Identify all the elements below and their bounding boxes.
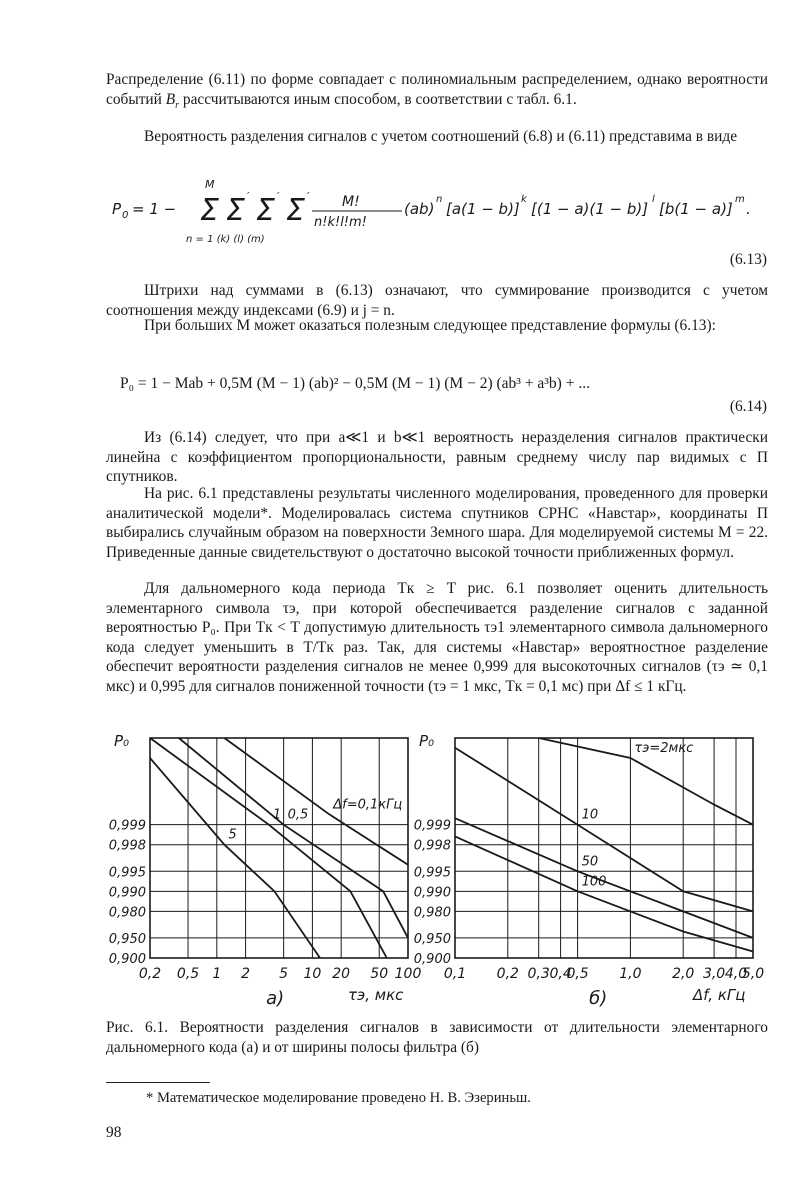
- y-axis-label: P₀: [114, 732, 130, 750]
- equation-6-13-number: (6.13): [729, 251, 767, 268]
- svg-text:Σ: Σ: [226, 193, 245, 228]
- footnote-rule: [106, 1082, 210, 1083]
- x-tick-label: 0,4: [549, 966, 572, 982]
- series-label: 100: [581, 874, 607, 890]
- svg-text:Σ: Σ: [286, 193, 305, 228]
- y-tick-label: 0,995: [108, 865, 146, 881]
- svg-text:l: l: [652, 194, 655, 205]
- x-axis-label: Δf, кГц: [693, 986, 746, 1004]
- paragraph-1: Распределение (6.11) по форме совпадает с полиномиальным распределением, однако вероятности событий $B_r$ рассчитываются иным способом, в соответствии с табл. 6.1.: [106, 71, 768, 111]
- x-tick-label: 20: [332, 966, 351, 982]
- y-tick-label: 0,999: [108, 818, 146, 834]
- x-tick-label: 0,3: [527, 966, 550, 982]
- series-line: [455, 836, 753, 951]
- series-label: 1: [272, 807, 282, 823]
- x-tick-label: 0,2: [138, 966, 162, 982]
- paragraph-6: На рис. 6.1 представлены результаты численного моделирования, проведенного для проверки аналитической модели*. Моделировалась система спутников СРНС «Навстар», координаты П выбирались случайным образом на поверхности Земного шара. Для моделируемой системы M = 22. Приведенные данные свидетельствуют о достаточно высокой точности приближенных формул.: [106, 485, 768, 561]
- y-tick-label: 0,990: [108, 885, 146, 901]
- svg-text:0: 0: [122, 210, 129, 221]
- x-tick-label: 5,0: [741, 966, 765, 982]
- series-label: 10: [581, 807, 599, 823]
- svg-text:[a(1 − b)]: [a(1 − b)]: [446, 200, 520, 218]
- y-axis-label: P₀: [419, 732, 435, 750]
- figure-caption: Рис. 6.1. Вероятности разделения сигналов в зависимости от длительности элементарного дальномерного кода (а) и от ширины полосы фильтра (б): [106, 1019, 768, 1056]
- paragraph-5: Из (6.14) следует, что при a≪1 и b≪1 вероятность неразделения сигналов практически линейна с коэффициентом пропорциональности, равным среднему числу пар видимых с П спутников.: [106, 429, 768, 486]
- svg-text:[(1 − a)(1 − b)]: [(1 − a)(1 − b)]: [531, 200, 649, 218]
- panel-label: б): [589, 988, 608, 1009]
- y-tick-label: 0,980: [108, 905, 146, 921]
- x-tick-label: 0,2: [496, 966, 519, 982]
- x-tick-label: 3,0: [702, 966, 726, 982]
- svg-text:n!k!l!m!: n!k!l!m!: [314, 215, 367, 230]
- figure-6-1: [0, 730, 797, 1010]
- y-tick-label: 0,995: [413, 865, 451, 881]
- svg-text:′: ′: [277, 190, 280, 203]
- x-tick-label: 100: [394, 966, 422, 982]
- svg-text:′: ′: [247, 190, 250, 203]
- page-number: 98: [106, 1124, 122, 1141]
- series-label: 0,5: [287, 807, 309, 823]
- y-tick-label: 0,950: [108, 931, 146, 947]
- series-line: [179, 738, 408, 938]
- svg-text:.: .: [746, 200, 751, 218]
- equation-6-13-render: [106, 176, 768, 246]
- x-tick-label: 0,5: [566, 966, 589, 982]
- x-tick-label: 0,5: [176, 966, 200, 982]
- x-tick-label: 10: [303, 966, 322, 982]
- series-label: τэ=2мкс: [634, 741, 694, 756]
- svg-text:Σ: Σ: [200, 193, 219, 228]
- paragraph-2: Вероятность разделения сигналов с учетом соотношений (6.8) и (6.11) представима в виде: [144, 128, 738, 145]
- svg-text:n: n: [436, 194, 443, 205]
- series-label: Δf=0,1кГц: [333, 797, 403, 813]
- y-tick-label: 0,998: [108, 838, 146, 854]
- x-tick-label: 2: [241, 966, 251, 982]
- y-tick-label: 0,900: [413, 952, 451, 967]
- panel-label: а): [266, 988, 285, 1009]
- y-tick-label: 0,980: [413, 905, 451, 921]
- svg-text:[b(1 − a)]: [b(1 − a)]: [659, 200, 733, 218]
- svg-text:k: k: [521, 194, 527, 205]
- plot-frame: [455, 738, 753, 958]
- svg-text:M!: M!: [342, 194, 360, 210]
- y-tick-label: 0,990: [413, 885, 451, 901]
- x-tick-label: 50: [370, 966, 389, 982]
- svg-text:(ab): (ab): [404, 200, 435, 218]
- svg-text:n = 1 (k) (l) (m): n = 1 (k) (l) (m): [186, 234, 265, 245]
- svg-text:P: P: [112, 200, 122, 218]
- svg-text:m: m: [735, 194, 745, 205]
- equation-6-14: P₀ = 1 − Mab + 0,5M (M − 1) (ab)² − 0,5M (M − 1) (M − 2) (ab³ + a³b) + ...: [120, 375, 590, 392]
- x-axis-label: τэ, мкс: [348, 986, 404, 1004]
- equation-6-13: [106, 176, 768, 246]
- x-tick-label: 0,1: [443, 966, 467, 982]
- svg-text:′: ′: [307, 190, 310, 203]
- x-tick-label: 1: [212, 966, 222, 982]
- y-tick-label: 0,999: [413, 818, 451, 834]
- y-tick-label: 0,998: [413, 838, 451, 854]
- paragraph-4: При больших M может оказаться полезным следующее представление формулы (6.13):: [144, 317, 716, 334]
- svg-text:M: M: [205, 178, 215, 191]
- y-tick-label: 0,900: [108, 952, 146, 967]
- footnote: * Математическое моделирование проведено Н. В. Эзериньш.: [146, 1090, 531, 1106]
- series-label: 50: [581, 854, 599, 870]
- paragraph-3: Штрихи над суммами в (6.13) означают, что суммирование производится с учетом соотношения между индексами (6.9) и j = n.: [106, 282, 768, 319]
- svg-text:Σ: Σ: [256, 193, 275, 228]
- x-tick-label: 2,0: [672, 966, 695, 982]
- svg-text:= 1 −: = 1 −: [132, 200, 177, 218]
- series-label: 5: [228, 827, 237, 843]
- x-tick-label: 4,0: [724, 966, 748, 982]
- paragraph-7: Для дальномерного кода периода Tк ≥ T рис. 6.1 позволяет оценить длительность элементарного символа τэ, при которой обеспечивается разделение сигналов с заданной вероятностью P₀. При Tк < T допустимую длительность τэ1 элементарного символа дальномерного кода следует уменьшить в T/Tк раз. Так, для системы «Навстар» вероятностное разделение обеспечит вероятности разделения сигналов не менее 0,999 для высокоточных сигналов (τэ ≃ 0,1 мкс) и 0,995 для сигналов пониженной точности (τэ = 1 мкс, Tк = 0,1 мс) при Δf ≤ 1 кГц.: [106, 580, 768, 695]
- y-tick-label: 0,950: [413, 931, 451, 947]
- equation-6-14-number: (6.14): [729, 398, 767, 415]
- x-tick-label: 5: [279, 966, 289, 982]
- x-tick-label: 1,0: [619, 966, 642, 982]
